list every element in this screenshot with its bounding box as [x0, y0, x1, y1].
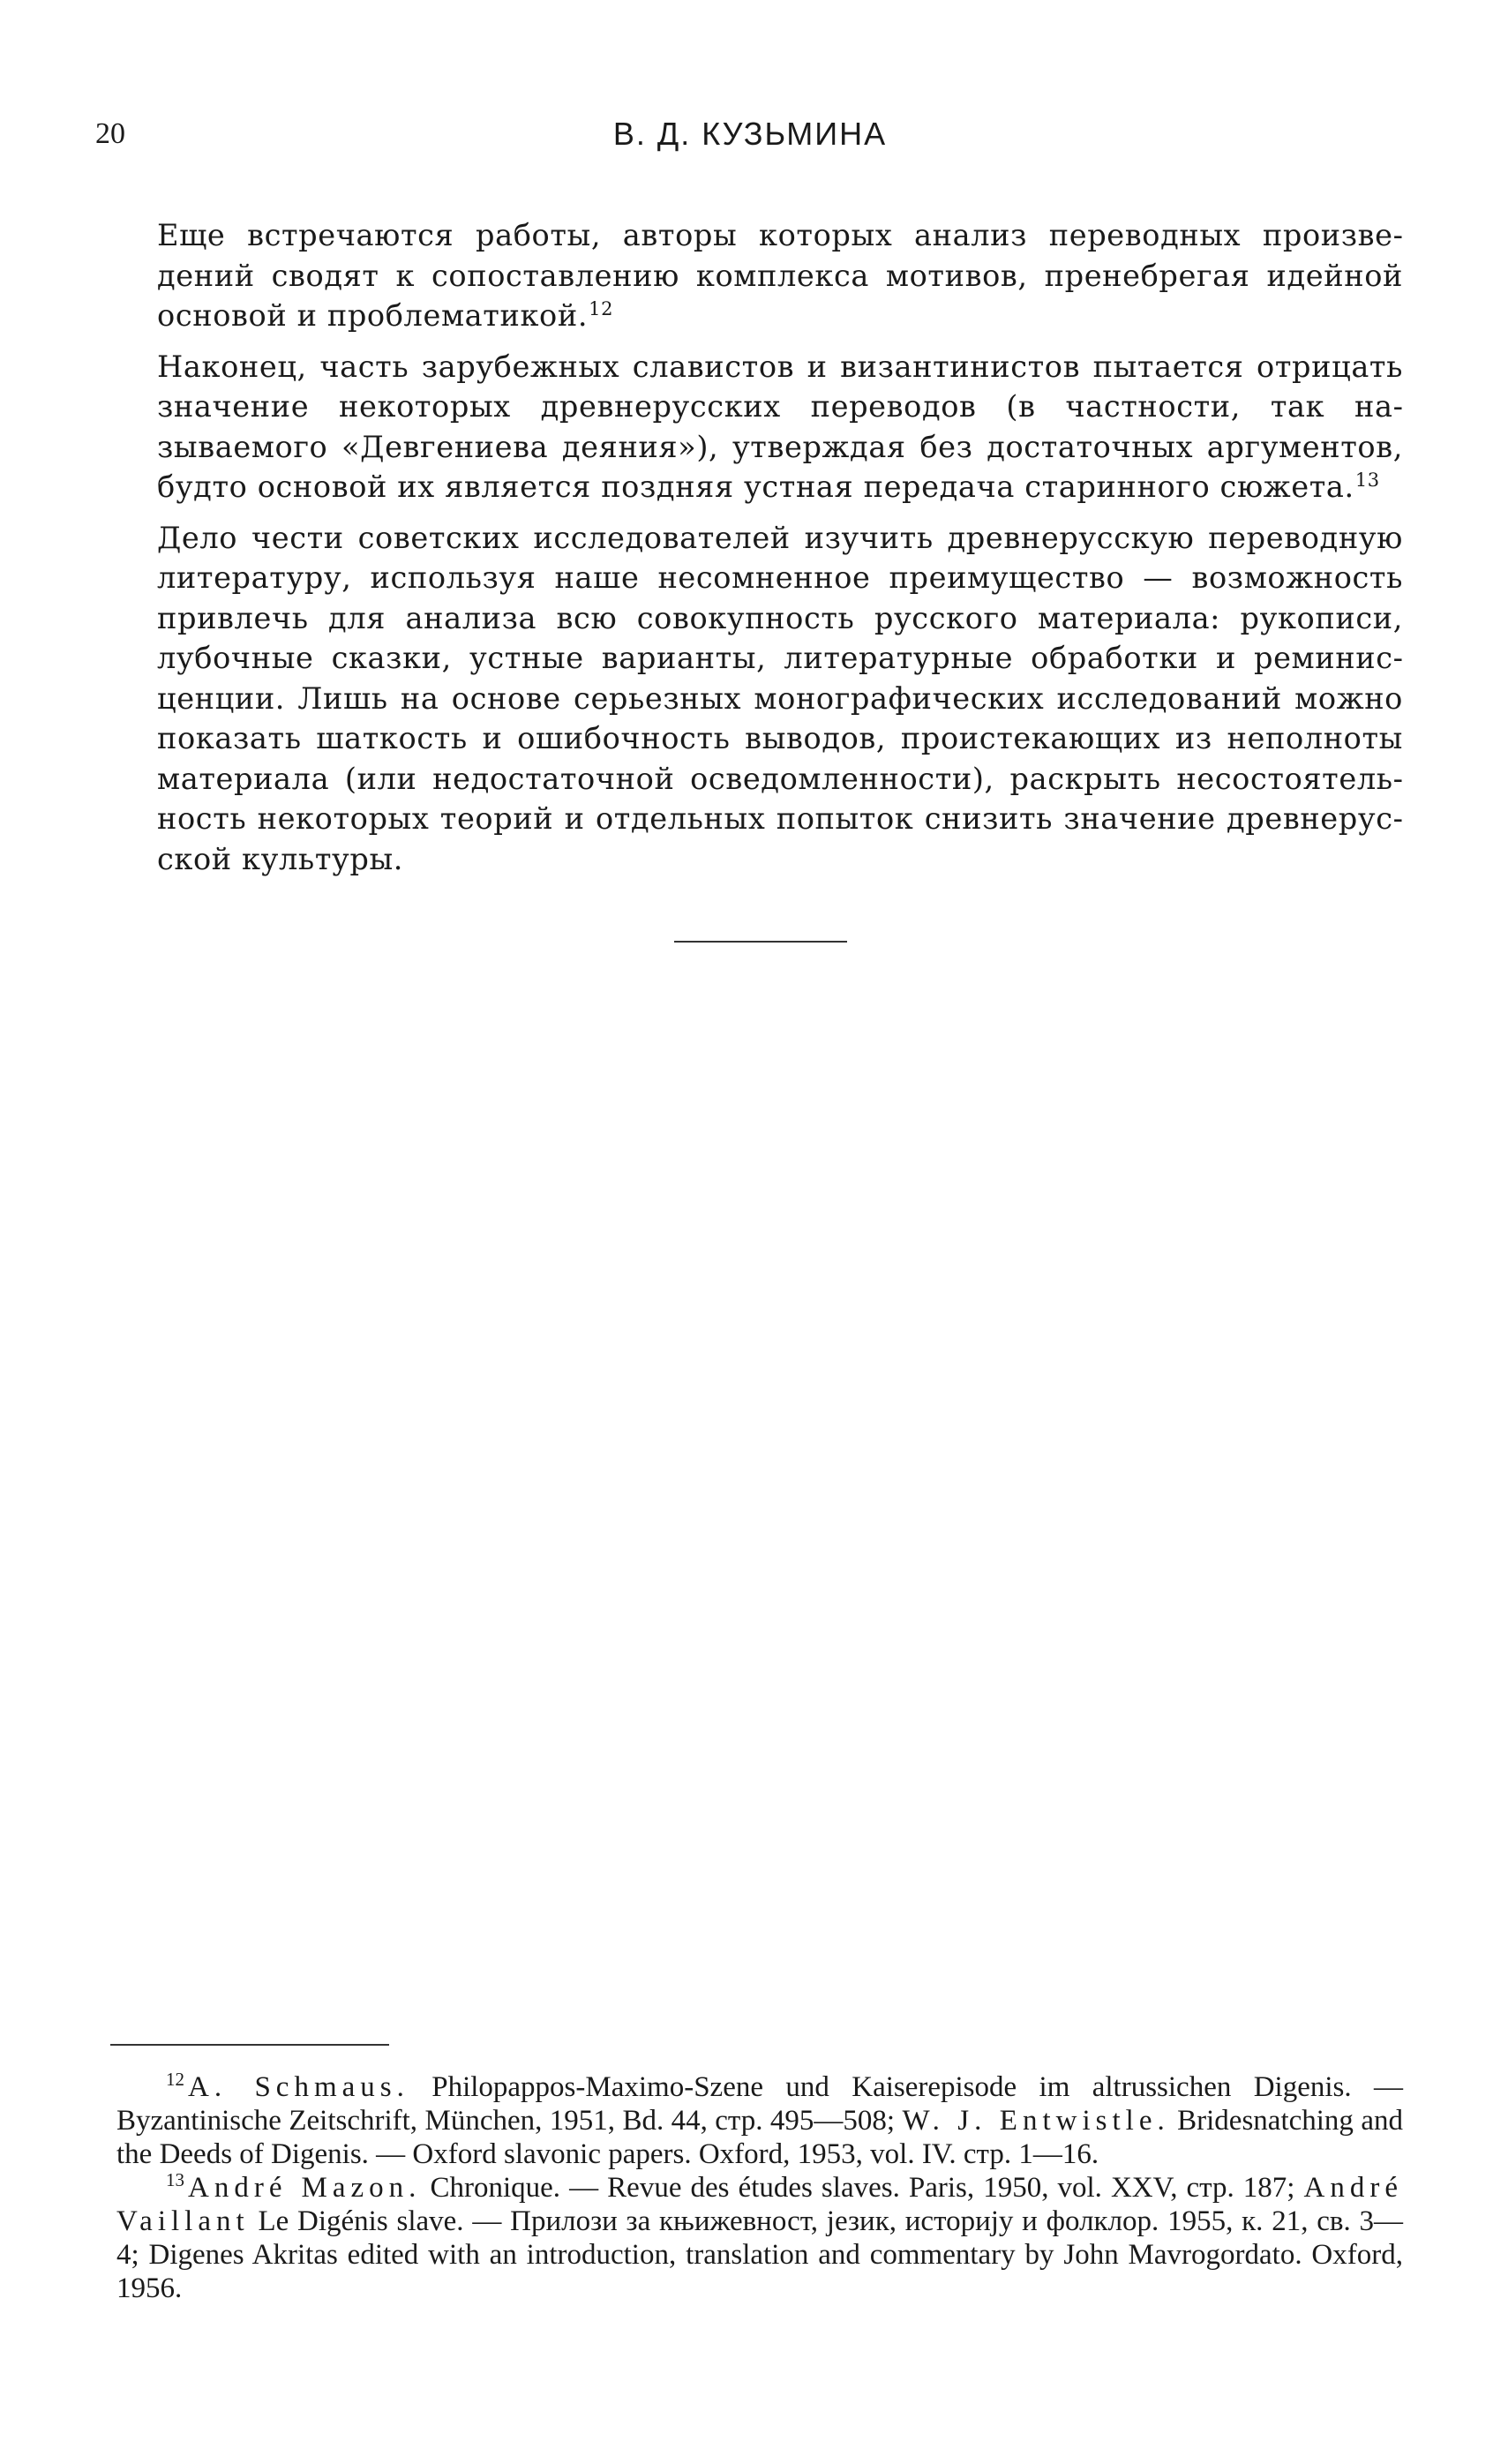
body-text — [157, 215, 1403, 890]
footnote-number: 12 — [166, 2069, 184, 2090]
paragraph-text: Дело чести советских исследователей изучить древнерусскую переводную литературу, используя наше несомненное преимущество — возможность привлечь для анализа всю совокупность русского материала: рукописи, лубочные сказки, устные варианты, литературные обработки и реминисценции. Лишь на основе серьезных монографических исследований можно показать шаткость и ошибочность выводов, проистекающих из неполноты материала (или недостаточной осведомленности), раскрыть несостоятельность некоторых теорий и отдельных попыток снизить значение древнерусской культуры. — [157, 520, 1403, 876]
footnote-author: A. Schmaus. — [188, 2071, 409, 2103]
footnote-text: Le Digénis slave. — Прилози за књижевност, језик, историју и фолклор. 1955, к. 21, св. 3—4; Digenes Akritas edited with an introduction, translation and commentary by John Mavrogordato. Oxford, 1956. — [116, 2205, 1403, 2304]
paragraph-3 — [157, 518, 1403, 880]
paragraph-text: Еще встречаются работы, авторы которых анализ переводных произведений сводят к сопоставлению комплекса мотивов, пренебрегая идейной основой и проблематикой. — [157, 218, 1403, 333]
footnote-ref-12[interactable]: 12 — [589, 297, 614, 319]
running-title: В. Д. КУЗЬМИНА — [612, 116, 888, 152]
footnote-text: Chronique. — Revue des études slaves. Paris, 1950, vol. XXV, стр. 187; — [421, 2172, 1304, 2204]
footnote-13 — [116, 2171, 1403, 2305]
footnote-12 — [116, 2070, 1403, 2171]
footnote-text: Bridesnatching and the Deeds of Digenis. — Oxford slavonic papers. Oxford, 1953, vol. IV. стр. 1—16. — [116, 2105, 1403, 2170]
running-head — [95, 116, 1405, 159]
footnote-separator — [110, 2044, 389, 2046]
page-number: 20 — [95, 117, 125, 150]
footnotes — [116, 2070, 1403, 2305]
footnote-author: André Mazon. — [188, 2172, 422, 2204]
footnote-text: Philopappos-Maximo-Szene und Kaiserepisode im altrussichen Digenis. — Byzantinische Zeitschrift, München, 1951, Bd. 44, стр. 495—508; — [116, 2071, 1403, 2137]
paragraph-text: Наконец, часть зарубежных славистов и византинистов пытается отрицать значение некоторых древнерусских переводов (в частности, так называемого «Девгениева деяния»), утверждая без достаточных аргументов, будто основой их является поздняя устная передача старинного сюжета. — [157, 349, 1403, 504]
footnote-number: 13 — [166, 2169, 184, 2190]
footnote-author: André Vaillant — [116, 2172, 1403, 2237]
paragraph-2 — [157, 347, 1403, 507]
footnote-ref-13[interactable]: 13 — [1354, 469, 1380, 491]
paragraph-1 — [157, 215, 1403, 336]
footnote-author: W. J. Entwistle. — [902, 2105, 1170, 2137]
section-divider — [674, 941, 847, 943]
